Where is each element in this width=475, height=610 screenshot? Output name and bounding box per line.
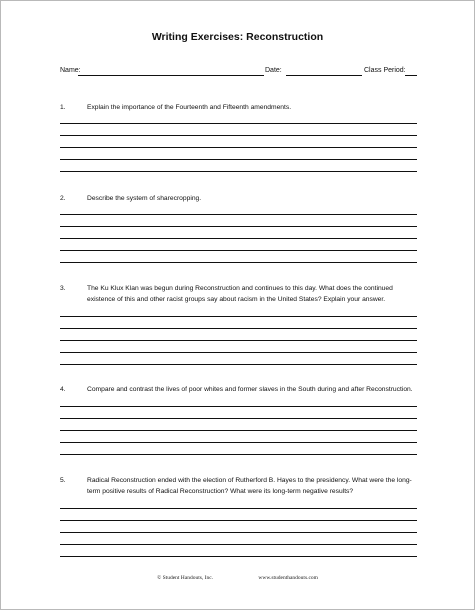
question-number: 3. <box>60 285 66 292</box>
page-title: Writing Exercises: Reconstruction <box>151 31 324 43</box>
answer-line-4-3[interactable] <box>60 430 417 431</box>
class-period-label: Class Period: <box>364 67 406 74</box>
page-footer <box>1 575 474 581</box>
answer-line-5-5[interactable] <box>60 556 417 557</box>
answer-line-3-2[interactable] <box>60 328 417 329</box>
date-label: Date: <box>265 67 282 74</box>
answer-line-4-5[interactable] <box>60 454 417 455</box>
question-text: The Ku Klux Klan was begun during Reconstruction and continues to this day. What does the continued existence of this and other racist groups say about racism in the United States? Explain your answer. <box>87 285 393 303</box>
question-text: Compare and contrast the lives of poor whites and former slaves in the South during and after Reconstruction. <box>87 386 413 393</box>
question-text: Describe the system of sharecropping. <box>87 195 202 202</box>
answer-line-1-2[interactable] <box>60 135 417 136</box>
question-number: 5. <box>60 477 66 484</box>
answer-line-2-1[interactable] <box>60 214 417 215</box>
answer-line-2-3[interactable] <box>60 238 417 239</box>
answer-line-4-2[interactable] <box>60 418 417 419</box>
question-number: 1. <box>60 104 66 111</box>
answer-line-3-3[interactable] <box>60 340 417 341</box>
answer-line-5-3[interactable] <box>60 532 417 533</box>
answer-line-2-2[interactable] <box>60 226 417 227</box>
answer-line-1-5[interactable] <box>60 171 417 172</box>
answer-line-3-5[interactable] <box>60 364 417 365</box>
answer-line-1-4[interactable] <box>60 159 417 160</box>
name-label: Name: <box>60 67 81 74</box>
answer-line-5-2[interactable] <box>60 520 417 521</box>
name-field[interactable] <box>78 75 264 76</box>
answer-line-4-4[interactable] <box>60 442 417 443</box>
date-field[interactable] <box>286 75 362 76</box>
class-period-field[interactable] <box>405 75 417 76</box>
copyright-text: © Student Handouts, Inc. <box>157 575 214 581</box>
website-link[interactable]: www.studenthandouts.com <box>258 575 318 581</box>
answer-line-4-1[interactable] <box>60 406 417 407</box>
question-number: 4. <box>60 386 66 393</box>
answer-line-3-1[interactable] <box>60 316 417 317</box>
answer-line-2-4[interactable] <box>60 250 417 251</box>
answer-line-1-3[interactable] <box>60 147 417 148</box>
answer-line-5-4[interactable] <box>60 544 417 545</box>
question-number: 2. <box>60 195 66 202</box>
student-info-row <box>60 67 420 79</box>
answer-line-3-4[interactable] <box>60 352 417 353</box>
question-text: Explain the importance of the Fourteenth and Fifteenth amendments. <box>87 104 292 111</box>
question-text: Radical Reconstruction ended with the election of Rutherford B. Hayes to the presidency. What were the long-term positive results of Radical Reconstruction? What were its long-term negative results? <box>87 477 412 495</box>
answer-line-1-1[interactable] <box>60 123 417 124</box>
answer-line-2-5[interactable] <box>60 262 417 263</box>
answer-line-5-1[interactable] <box>60 508 417 509</box>
